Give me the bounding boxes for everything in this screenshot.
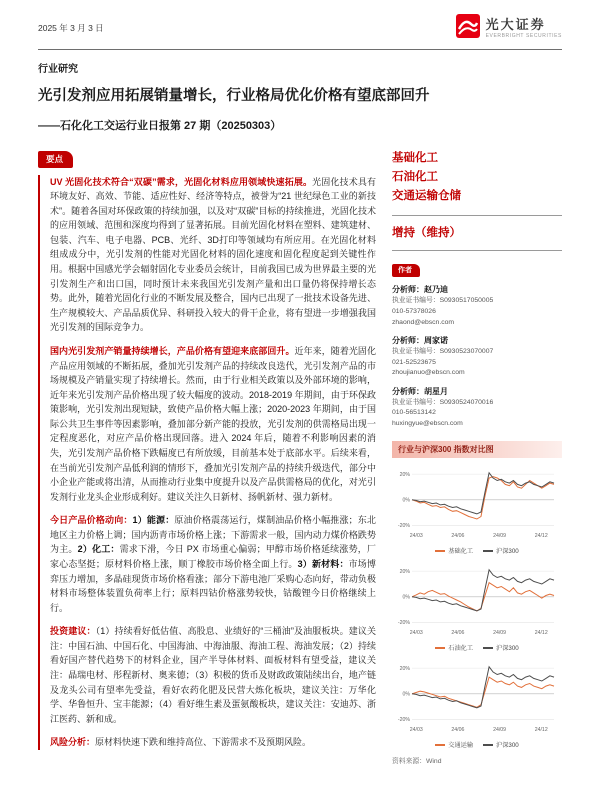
analyst-entry [392, 386, 562, 430]
legend-swatch [483, 647, 493, 649]
analyst-email: zhaond@ebscn.com [392, 318, 455, 326]
chart-legend [392, 546, 562, 555]
industry-label: 交通运输仓储 [392, 189, 461, 202]
paragraph-segment: 3）新材料： [297, 559, 349, 570]
paragraph-segment: 1）能源： [132, 515, 175, 526]
paragraph-segment: 今日产品价格动向： [50, 515, 133, 526]
industry-label: 石油化工 [392, 170, 438, 183]
industry-label: 基础化工 [392, 151, 438, 164]
svg-text:24/06: 24/06 [451, 533, 465, 540]
legend-swatch [435, 550, 445, 552]
analyst-name: 分析师：周家诺 [392, 336, 448, 346]
legend-item: 基础化工 [435, 546, 473, 555]
legend-swatch [483, 550, 493, 552]
svg-text:24/03: 24/03 [409, 533, 423, 540]
analyst-cert: 执业证书编号：S0930524070016 [392, 398, 494, 406]
legend-item: 沪深300 [483, 546, 519, 555]
analyst-list [392, 284, 562, 429]
analyst-entry [392, 284, 562, 328]
chart-source: 资料来源：Wind [392, 758, 442, 766]
industry-list [392, 149, 562, 206]
paragraph-segment: 国内光引发剂产销量持续增长，产品价格有望迎来底部回升。 [50, 345, 295, 356]
sidebar-charts [392, 464, 562, 749]
keypoint-paragraph [50, 175, 376, 335]
paragraph-segment: 投资建议： [50, 626, 96, 637]
chart-legend [392, 643, 562, 652]
report-category: 行业研究 [38, 64, 78, 75]
authors-block [392, 250, 562, 429]
svg-text:24/12: 24/12 [534, 727, 548, 734]
report-title: 光引发剂应用拓展销量增长，行业格局优化价格有望底部回升 [38, 88, 430, 104]
report-date: 2025 年 3 月 3 日 [38, 23, 104, 33]
paragraph-segment: 市场博弈压力增加，多晶硅现货市场价格看涨；部分下游电池厂采购心态向好，带动负极材料市场整体装置负荷率上行；原料四钴价格涨势较快，钴酸锂今日价格继续上行。 [50, 559, 376, 613]
keypoints-paragraphs [38, 175, 376, 750]
svg-text:24/03: 24/03 [409, 630, 423, 637]
legend-item: 交通运输 [435, 740, 473, 749]
svg-text:-20%: -20% [397, 523, 410, 530]
legend-item: 石油化工 [435, 643, 473, 652]
svg-text:24/03: 24/03 [409, 727, 423, 734]
svg-text:24/09: 24/09 [493, 630, 507, 637]
legend-item: 沪深300 [483, 643, 519, 652]
header [38, 14, 562, 43]
svg-text:24/12: 24/12 [534, 630, 548, 637]
analyst-entry [392, 335, 562, 379]
svg-text:0%: 0% [402, 594, 410, 601]
svg-text:24/06: 24/06 [451, 727, 465, 734]
sidebar [392, 149, 562, 766]
legend-item: 沪深300 [483, 740, 519, 749]
analyst-name: 分析师：胡星月 [392, 386, 448, 396]
brand-name: 光大证券 [485, 16, 546, 32]
svg-text:20%: 20% [399, 666, 410, 673]
content [38, 149, 562, 766]
analyst-cert: 执业证书编号：S0930517050005 [392, 297, 494, 305]
svg-text:0%: 0% [402, 497, 410, 504]
paragraph-segment: 风险分析： [50, 737, 96, 748]
analyst-cert: 执业证书编号：S0930523070007 [392, 348, 494, 356]
paragraph-segment: 原材料快速下跌和维持高位、下游需求不及预期风险。 [95, 737, 312, 748]
svg-text:0%: 0% [402, 691, 410, 698]
svg-text:24/09: 24/09 [493, 533, 507, 540]
keypoint-paragraph [50, 735, 376, 750]
everbright-logo-icon [456, 14, 480, 43]
paragraph-segment: 光固化技术具有环境友好、高效、节能、适应性好、经济等特点，被誉为“21 世纪绿色工业的新技术”。随着各国对环保政策的持续加强，以及对“双碳”目标的持续推进，光固化技术的应用领域、范围和深度均得到了显著拓展。目前光固化材料在塑料、建筑建材、包装、汽车、电子电器、PCB、光纤、3D打印等领域均有所应用。在光固化材料组成成分中，光引发剂的性能对光固化材料的固化速度和固化程度起到关键性作用。根据中国感光学会辐射固化专业委员会统计，目前我国已成为世界最主要的光引发剂生产和出口国，同时预计未来我国光引发剂产量和出口量仍将保持增长态势。此外，随着光固化行业的不断发展及整合，国内已出现了一批技术设备先进、生产规模较大、产品品质优异、科研投入较大的骨干企业，将有望进一步增强我国光引发剂的国际竞争力。 [50, 176, 376, 333]
legend-swatch [435, 744, 445, 746]
svg-text:24/06: 24/06 [451, 630, 465, 637]
keypoints-column [38, 149, 376, 766]
legend-swatch [483, 744, 493, 746]
header-divider [38, 49, 562, 50]
keypoint-paragraph [50, 513, 376, 615]
chart-legend [392, 740, 562, 749]
index-comparison-chart [392, 561, 562, 652]
chart-section-header: 行业与沪深300 指数对比图 [392, 441, 562, 458]
svg-text:24/09: 24/09 [493, 727, 507, 734]
index-comparison-chart [392, 464, 562, 555]
paragraph-segment: （1）持续看好低估值、高股息、业绩好的“三桶油”及油服板块。建议关注：中国石油、中国石化、中国海油、中海油服、海油工程、海油发展；（2）持续看好国产替代趋势下的材料企业，国产半导体材料、面板材料有望受益，建议关注：晶瑞电材、彤程新材、奥来德；（3）积极的货币及财政政策陆续出台，地产链及龙头公司有望率先受益，看好农药化肥及民营大炼化板块，建议关注：万华化学、华鲁恒升、宝丰能源；（4）看好维生素及蛋氨酸板块，建议关注：安迪苏、浙江医药、新和成。 [50, 626, 376, 724]
analyst-email: zhoujianuo@ebscn.com [392, 369, 465, 377]
svg-text:24/12: 24/12 [534, 533, 548, 540]
svg-text:-20%: -20% [397, 620, 410, 627]
legend-swatch [435, 647, 445, 649]
analyst-email: huxingyue@ebscn.com [392, 419, 463, 427]
rating-badge: 增持（维持） [392, 215, 562, 240]
report-subtitle: ——石化化工交运行业日报第 27 期（20250303） [38, 119, 282, 132]
paragraph-segment: UV 光固化技术符合“双碳”需求，光固化材料应用领域快速拓展。 [50, 176, 313, 187]
svg-text:20%: 20% [399, 569, 410, 576]
keypoint-paragraph [50, 344, 376, 504]
keypoints-tag: 要点 [38, 151, 73, 168]
analyst-phone: 010-57378026 [392, 308, 436, 315]
index-comparison-chart [392, 658, 562, 749]
analyst-name: 分析师：赵乃迪 [392, 285, 448, 295]
paragraph-segment: 2）化工： [77, 544, 120, 555]
paragraph-segment: 原油价格震荡运行，煤制油品价格小幅推涨；东北地区主力价格上调；国内沥青市场价格上涨；下游需求一般，国内动力煤价格跌势为主。 [50, 515, 376, 555]
svg-text:20%: 20% [399, 472, 410, 479]
paragraph-segment: 需求下滑，今日 PX 市场重心偏弱；甲醇市场价格延续涨势，厂家心态坚挺；原材料价格上涨，顺丁橡胶市场价格全面上行。 [50, 544, 376, 570]
analyst-phone: 021-52523675 [392, 358, 436, 366]
analyst-phone: 010-56513142 [392, 409, 436, 417]
brand-logo [456, 14, 562, 43]
authors-tag: 作者 [392, 264, 420, 277]
keypoint-paragraph [50, 624, 376, 726]
svg-text:-20%: -20% [397, 717, 410, 724]
brand-subtitle: EVERBRIGHT SECURITIES [485, 32, 562, 39]
paragraph-segment: 近年来，随着光固化产品应用领域的不断拓展，叠加光引发剂产品的持续改良迭代，光引发剂产品的市场规模及产销量实现了持续增长。然而，由于行业相关政策以及外部环境的影响，近年来光引发剂产品价格出现了较大幅度的波动。2018-2019 年期间，由于环保政策影响，光引发剂出现短缺，致使产品价格大幅上涨；2020-2023 年期间，由于国际公共卫生事件等因素影响，叠加部分新产能的投放，光引发剂的供需格局出现一定程度恶化，对应产品价格出现回落。进入 2024 年后，随着不利影响因素的消失，光引发剂产品价格下跌幅度已有所放缓，目前基本处于底部水平。后续来看，在当前光引发剂产品低利润的情形下，叠加光引发剂产品的持续升级迭代，部分中小企业产能或将出清，从而推动行业集中度提升以及产品供需格局的优化，对光引发剂行业龙头企业形成利好。建议关注久日新材、扬帆新材、强力新材。 [50, 345, 376, 502]
